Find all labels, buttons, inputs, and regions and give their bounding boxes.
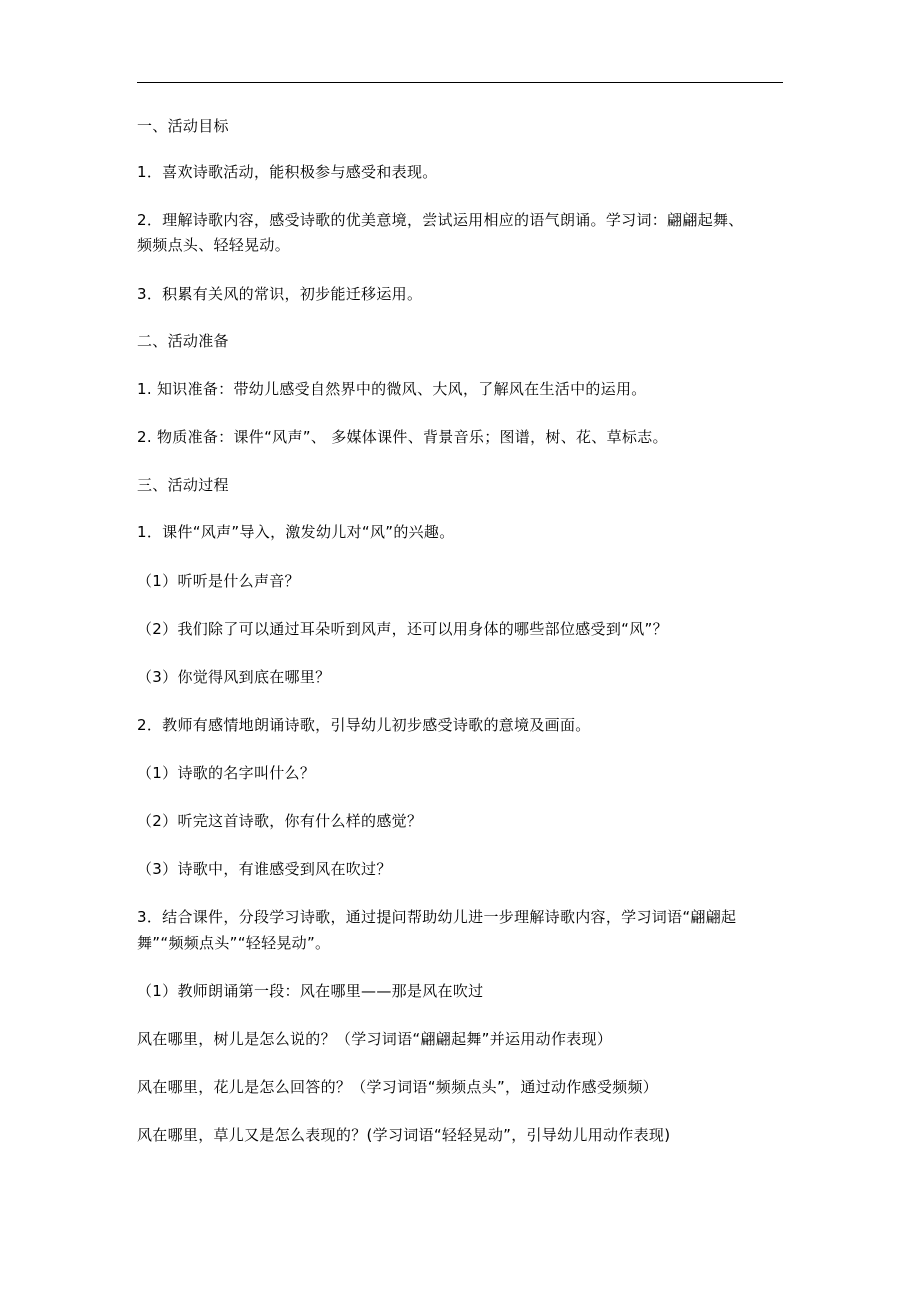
process-step-3-line-2: 舞”“频频点头”“轻轻晃动”。: [137, 934, 331, 952]
process-step-1-question-3: （3）你觉得风到底在哪里？: [137, 668, 331, 686]
heading-activity-process: 三、活动过程: [137, 476, 229, 494]
process-step-3-line-1: 3．结合课件，分段学习诗歌，通过提问帮助幼儿进一步理解诗歌内容，学习词语“翩翩起: [137, 908, 737, 926]
poem-question-grass: 风在哪里，草儿又是怎么表现的？(学习词语“轻轻晃动”，引导幼儿用动作表现): [137, 1126, 671, 1144]
preparation-item-1: 1. 知识准备：带幼儿感受自然界中的微风、大风，了解风在生活中的运用。: [137, 380, 647, 398]
process-step-2-question-3: （3）诗歌中，有谁感受到风在吹过？: [137, 860, 392, 878]
goal-item-2-line-1: 2．理解诗歌内容，感受诗歌的优美意境，尝试运用相应的语气朗诵。学习词：翩翩起舞、: [137, 211, 744, 229]
poem-question-tree: 风在哪里，树儿是怎么说的？（学习词语“翩翩起舞”并运用动作表现）: [137, 1030, 613, 1048]
heading-activity-goals: 一、活动目标: [137, 117, 229, 135]
process-step-2: 2．教师有感情地朗诵诗歌，引导幼儿初步感受诗歌的意境及画面。: [137, 716, 591, 734]
heading-activity-preparation: 二、活动准备: [137, 332, 229, 350]
header-rule: [137, 82, 783, 83]
poem-question-flower: 风在哪里，花儿是怎么回答的？（学习词语“频频点头”，通过动作感受频频）: [137, 1078, 659, 1096]
goal-item-3: 3．积累有关风的常识，初步能迁移运用。: [137, 285, 423, 303]
goal-item-1: 1．喜欢诗歌活动，能积极参与感受和表现。: [137, 163, 438, 181]
process-step-1: 1．课件“风声”导入，激发幼儿对“风”的兴趣。: [137, 523, 455, 541]
process-step-3-sub-1: （1）教师朗诵第一段：风在哪里——那是风在吹过: [137, 982, 484, 1000]
goal-item-2-line-2: 频频点头、轻轻晃动。: [137, 236, 291, 254]
process-step-1-question-2: （2）我们除了可以通过耳朵听到风声，还可以用身体的哪些部位感受到“风”？: [137, 620, 668, 638]
preparation-item-2: 2. 物质准备：课件“风声”、 多媒体课件、背景音乐；图谱，树、花、草标志。: [137, 428, 668, 446]
process-step-2-question-1: （1）诗歌的名字叫什么？: [137, 764, 316, 782]
process-step-1-question-1: （1）听听是什么声音？: [137, 572, 300, 590]
process-step-2-question-2: （2）听完这首诗歌，你有什么样的感觉？: [137, 812, 423, 830]
